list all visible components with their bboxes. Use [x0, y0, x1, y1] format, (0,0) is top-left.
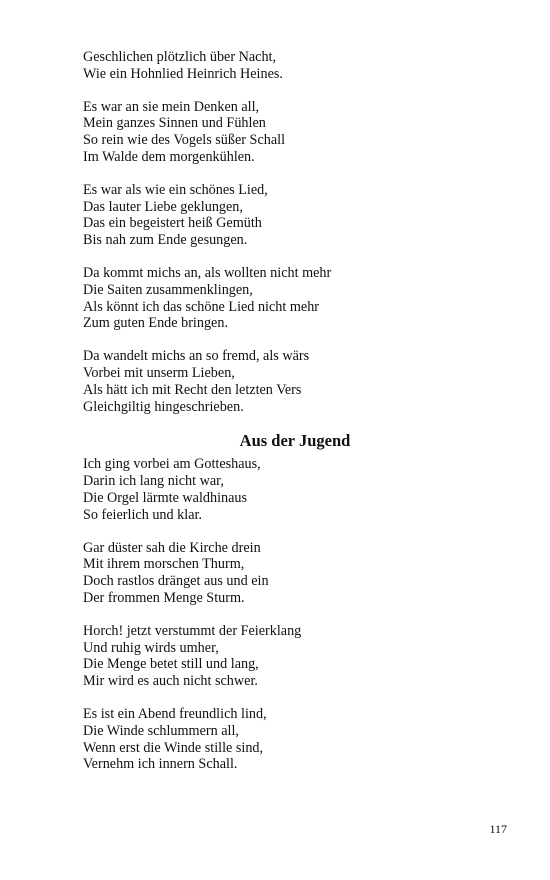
- poem-line: Gleichgiltig hingeschrieben.: [83, 398, 244, 415]
- stanza: [83, 265, 483, 332]
- poem-line: Das ein begeistert heiß Gemüth: [83, 215, 262, 232]
- poem-line: Und ruhig wirds umher,: [83, 639, 219, 656]
- stanza: [83, 706, 483, 773]
- stanza: [83, 456, 483, 523]
- poem-line: Als hätt ich mit Recht den letzten Vers: [83, 381, 302, 398]
- page-number: 117: [489, 822, 507, 836]
- poem-title: Aus der Jugend: [239, 431, 351, 451]
- poem-line: Doch rastlos dränget aus und ein: [83, 573, 269, 590]
- poem-text-block: [83, 49, 483, 789]
- poem-line: Die Saiten zusammenklingen,: [83, 281, 253, 298]
- stanza: [83, 348, 483, 415]
- poem-line: Wenn erst die Winde stille sind,: [83, 739, 264, 756]
- poem-line: Als könnt ich das schöne Lied nicht mehr: [83, 298, 320, 315]
- poem-line: Horch! jetzt verstummt der Feierklang: [83, 622, 302, 639]
- poem-line: Die Orgel lärmte waldhinaus: [83, 489, 248, 506]
- poem-line: Geschlichen plötzlich über Nacht,: [83, 49, 277, 65]
- poem-line: Der frommen Menge Sturm.: [83, 589, 245, 606]
- poem-line: Mit ihrem morschen Thurm,: [83, 556, 245, 573]
- poem-line: Es war an sie mein Denken all,: [83, 98, 260, 115]
- stanza: [83, 182, 483, 249]
- poem-line: Vernehm ich innern Schall.: [83, 756, 238, 773]
- poem-line: Es war als wie ein schönes Lied,: [83, 181, 268, 198]
- poem-line: Im Walde dem morgenkühlen.: [83, 148, 255, 165]
- poem-line: Bis nah zum Ende gesungen.: [83, 232, 248, 249]
- poem-line: Ich ging vorbei am Gotteshaus,: [83, 456, 261, 473]
- poem-line: Da wandelt michs an so fremd, als wärs: [83, 348, 310, 365]
- poem-line: So feierlich und klar.: [83, 506, 202, 523]
- poem-line: Mir wird es auch nicht schwer.: [83, 673, 258, 690]
- poem-line: Da kommt michs an, als wollten nicht mehr: [83, 264, 332, 281]
- stanza: [83, 623, 483, 690]
- poem-line: Die Menge betet still und lang,: [83, 656, 259, 673]
- poem-line: Die Winde schlummern all,: [83, 722, 239, 739]
- poem-line: Vorbei mit unserm Lieben,: [83, 364, 235, 381]
- poem-line: Gar düster sah die Kirche drein: [83, 539, 261, 556]
- poem-line: So rein wie des Vogels süßer Schall: [83, 132, 286, 149]
- poem-line: Mein ganzes Sinnen und Fühlen: [83, 115, 266, 132]
- poem-line: Darin ich lang nicht war,: [83, 473, 224, 490]
- poem-line: Zum guten Ende bringen.: [83, 315, 228, 332]
- stanza: [83, 540, 483, 607]
- stanza: [83, 49, 483, 83]
- stanza: [83, 99, 483, 166]
- poem-line: Das lauter Liebe geklungen,: [83, 198, 243, 215]
- poem-line: Wie ein Hohnlied Heinrich Heines.: [83, 65, 283, 82]
- poem-line: Es ist ein Abend freundlich lind,: [83, 705, 267, 722]
